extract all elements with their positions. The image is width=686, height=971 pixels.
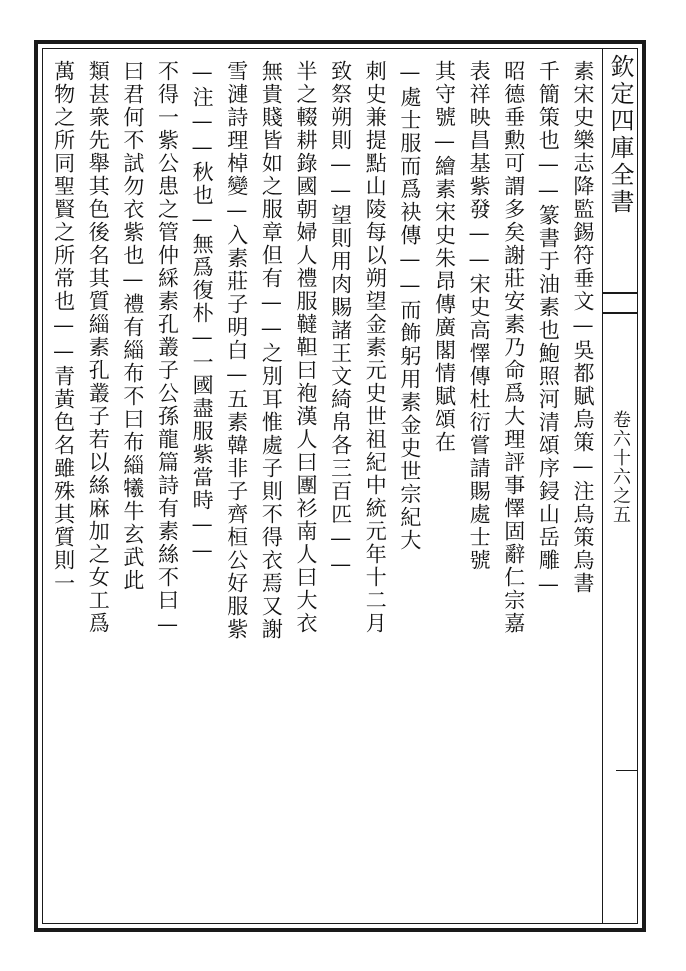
text-column-1: 素宋史樂志降監錫符垂文—吳都賦烏策—注烏策烏書 xyxy=(571,60,595,595)
text-column-2: 千簡策也——篆書于油素也鮑照河清頌序鋟山岳雕— xyxy=(536,60,561,598)
text-column-3: 昭德垂勲可謂多矣謝莊安素乃命爲大理評事懌固辭仁宗嘉 xyxy=(501,60,526,635)
text-column-5: 其守號—繪素宋史朱昂傳廣閣情賦頌在 xyxy=(432,60,457,454)
text-column-9: 半之輟耕錄國朝婦人禮服韃靼曰袍漢人曰團衫南人曰大衣 xyxy=(294,60,318,635)
text-column-12: —注——秋也—無爲復朴—一國盡服紫當時—— xyxy=(190,60,215,564)
margin-volume-label: 卷六十六之五 xyxy=(610,410,631,524)
text-column-8: 致祭朔則——望則用肉賜諸王文綺帛各三百匹—— xyxy=(328,60,353,578)
fishtail-mark xyxy=(602,292,638,314)
text-column-16: 萬物之所同聖賢之所常也——青黃色名雖殊其質則一 xyxy=(51,60,76,595)
text-column-4: 表祥映昌基紫發——宋史高懌傳杜衍嘗請賜處士號 xyxy=(467,60,492,572)
margin-book-title: 欽定四庫全書 xyxy=(606,54,634,216)
text-column-15: 類甚衆先舉其色後名其質緇素孔叢子若以絲麻加之女工爲 xyxy=(86,60,111,635)
text-column-10: 無貴賤皆如之服章但有——之別耳惟處子則不得衣焉又謝 xyxy=(259,60,284,641)
text-column-11: 雪漣詩理棹變—入素莊子明白—五素韓非子齊桓公好服紫 xyxy=(224,60,249,641)
text-column-14: 曰君何不試勿衣紫也—禮有緇布不曰布緇犧牛玄武此 xyxy=(120,60,145,592)
margin-rule xyxy=(616,770,638,771)
text-column-7: 刺史兼提點山陵每以朔望金素元史世祖紀中統元年十二月 xyxy=(363,60,388,635)
text-column-13: 不得一紫公患之管仲綵素孔叢子公孫龍篇詩有素絲不曰— xyxy=(155,60,180,638)
text-column-6: —處士服而爲袂傳——而飾躬用素金史世宗紀大 xyxy=(397,60,422,552)
